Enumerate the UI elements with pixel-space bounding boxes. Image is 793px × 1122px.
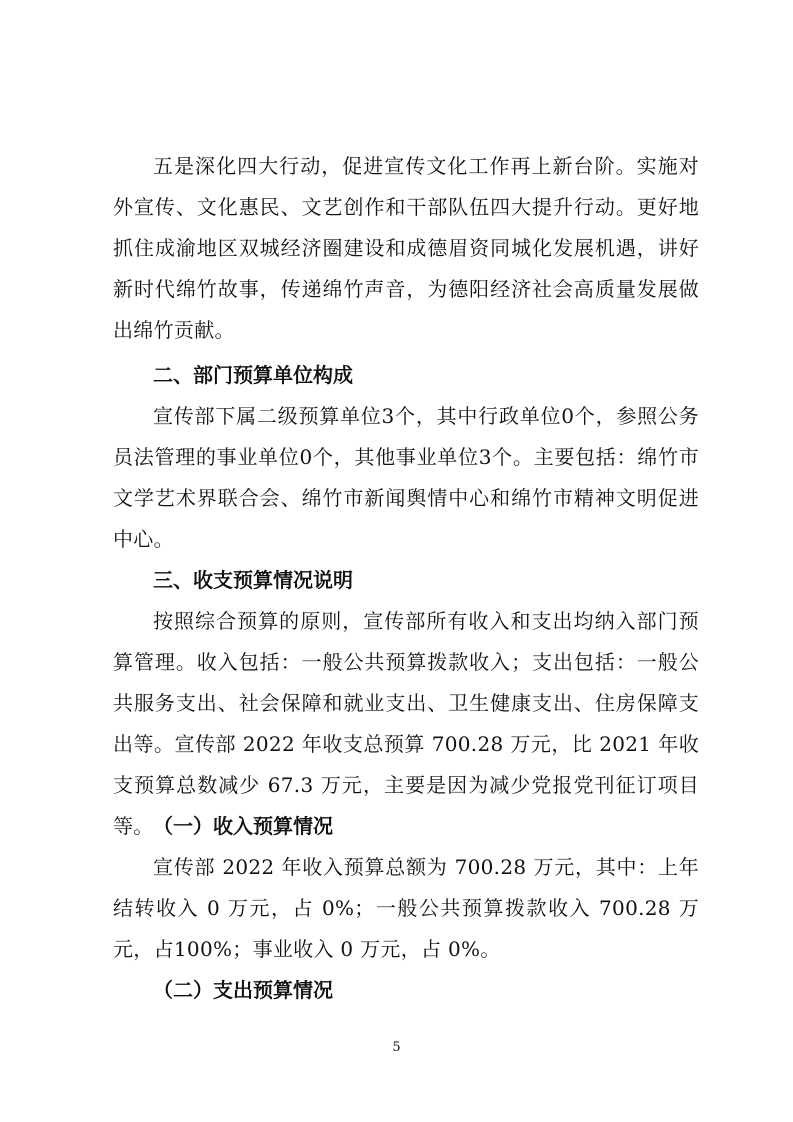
paragraph-budget-overview: 按照综合预算的原则，宣传部所有收入和支出均纳入部门预算管理。收入包括：一般公共预算拨款收入；支出包括：一般公共服务支出、社会保障和就业支出、卫生健康支出、住房保障支出等。宣传部 2022 年收支总预算 700.28 万元，比 2021 年收支预算总数减少 67.3 万元，主要是因为减少党报党刊征订项目等。 — [113, 609, 699, 838]
paragraph-income-budget: 宣传部 2022 年收入预算总额为 700.28 万元，其中：上年结转收入 0 万元，占 0%；一般公共预算拨款收入 700.28 万元，占100%；事业收入 0 万元，占 0%。 — [113, 855, 699, 961]
section-heading-budget-overview: 三、收支预算情况说明 — [153, 568, 353, 592]
page-number: 5 — [392, 1040, 401, 1055]
paragraph-four-actions: 五是深化四大行动，促进宣传文化工作再上新台阶。实施对外宣传、文化惠民、文艺创作和干部队伍四大提升行动。更好地抓住成渝地区双城经济圈建设和成德眉资同城化发展机遇，讲好新时代绵竹故事，传递绵竹声音，为德阳经济社会高质量发展做出绵竹贡献。 — [113, 154, 699, 342]
section-heading-budget-units: 二、部门预算单位构成 — [153, 363, 353, 387]
paragraph-budget-units: 宣传部下属二级预算单位3个，其中行政单位0个，参照公务员法管理的事业单位0个，其他事业单位3个。主要包括：绵竹市文学艺术界联合会、绵竹市新闻舆情中心和绵竹市精神文明促进中心。 — [113, 404, 699, 551]
subheading-income-budget: （一）收入预算情况 — [153, 814, 333, 838]
subheading-expenditure-budget: （二）支出预算情况 — [153, 978, 333, 1002]
